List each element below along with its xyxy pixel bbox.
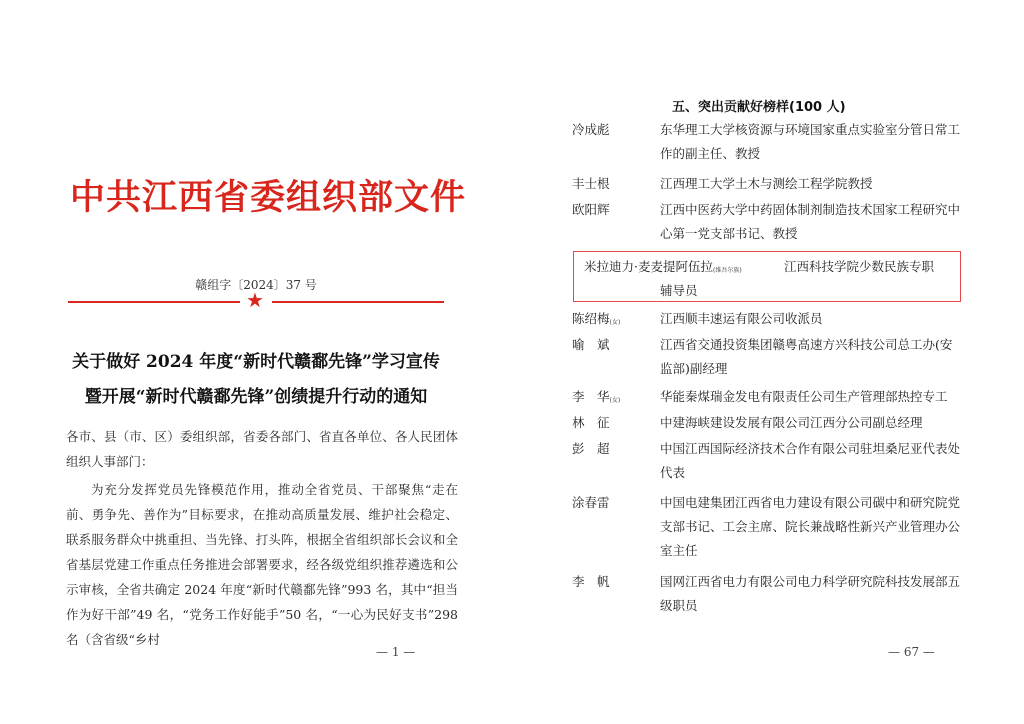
- entry-name: 冷成彪: [572, 122, 610, 137]
- gender-note: (女): [609, 319, 621, 326]
- entry-title: 江西顺丰速运有限公司收派员: [660, 311, 823, 326]
- notice-title-line1: 关于做好 2024 年度“新时代赣鄱先锋”学习宣传: [72, 352, 440, 372]
- red-divider-right: [272, 301, 444, 303]
- red-divider-left: [68, 301, 240, 303]
- entry-name-text: 陈绍梅: [572, 311, 610, 326]
- red-star-icon: ★: [246, 288, 264, 312]
- entry-name: 涂春雷: [572, 495, 610, 510]
- entry-title: 江西理工大学土木与测绘工程学院教授: [660, 176, 873, 191]
- entry-title: 中国电建集团江西省电力建设有限公司碳中和研究院党支部书记、工会主席、院长兼战略性新兴产业管理办公室主任: [660, 495, 961, 558]
- entry-name: [572, 385, 662, 413]
- ethnicity-note: (维吾尔族): [712, 267, 742, 274]
- entry-title: 中国江西国际经济技术合作有限公司驻坦桑尼亚代表处代表: [660, 441, 961, 480]
- document-header-title: 中共江西省委组织部文件: [70, 178, 467, 218]
- entry-name: 李 帆: [572, 574, 610, 589]
- body-paragraph: 为充分发挥党员先锋模范作用，推动全省党员、干部聚焦“走在前、勇争先、善作为”目标要求，在推动高质量发展、维护社会稳定、联系服务群众中挑重担、当先锋、打头阵，根据全省组织部长会议和全省基层党建工作重点任务推进会部署要求，经各级党组织推荐遴选和公示审核，全省共确定 2024 年度“新时代赣鄱先锋”993 名，其中“担当作为好干部”49 名，“党务工作好能手”50 名，“一心为民好支书”298 名（含省级“乡村: [66, 482, 458, 647]
- entry-name-text: 李 华: [572, 389, 610, 404]
- entry-name: 喻 斌: [572, 337, 610, 352]
- page-number-left: — 1 —: [376, 645, 416, 659]
- entry-title: 江西省交通投资集团赣粤高速方兴科技公司总工办(安监部)副经理: [660, 337, 953, 376]
- gender-note: (女): [609, 397, 621, 404]
- entry-title: 中建海峡建设发展有限公司江西分公司副总经理: [660, 415, 923, 430]
- document-number: 赣组字〔2024〕37 号: [195, 278, 317, 292]
- entry-name-text: 米拉迪力·麦麦提阿伍拉: [584, 259, 713, 274]
- entry-name: 彭 超: [572, 441, 610, 456]
- entry-title: 华能秦煤瑞金发电有限责任公司生产管理部热控专工: [660, 389, 948, 404]
- entry-name: 丰士根: [572, 176, 610, 191]
- entry-name: 欧阳辉: [572, 202, 610, 217]
- entry-title: 国网江西省电力有限公司电力科学研究院科技发展部五级职员: [660, 574, 961, 613]
- entry-title: 江西中医药大学中药固体制剂制造技术国家工程研究中心第一党支部书记、教授: [660, 202, 961, 241]
- notice-title-line2: 暨开展“新时代赣鄱先锋”创绩提升行动的通知: [84, 387, 428, 407]
- entry-title-highlighted-line1: 江西科技学院少数民族专职: [784, 259, 935, 274]
- page-number-right: — 67 —: [888, 645, 935, 659]
- section-title: 五、突出贡献好榜样(100 人): [672, 100, 846, 115]
- entry-name: 林 征: [572, 415, 610, 430]
- entry-title: 东华理工大学核资源与环境国家重点实验室分管日常工作的副主任、教授: [660, 122, 961, 161]
- right-page: [512, 0, 1024, 724]
- salutation: 各市、县（市、区）委组织部，省委各部门、省直各单位、各人民团体组织人事部门：: [66, 429, 458, 469]
- entry-title-highlighted-line2: 辅导员: [660, 283, 698, 298]
- entry-name: [572, 307, 662, 335]
